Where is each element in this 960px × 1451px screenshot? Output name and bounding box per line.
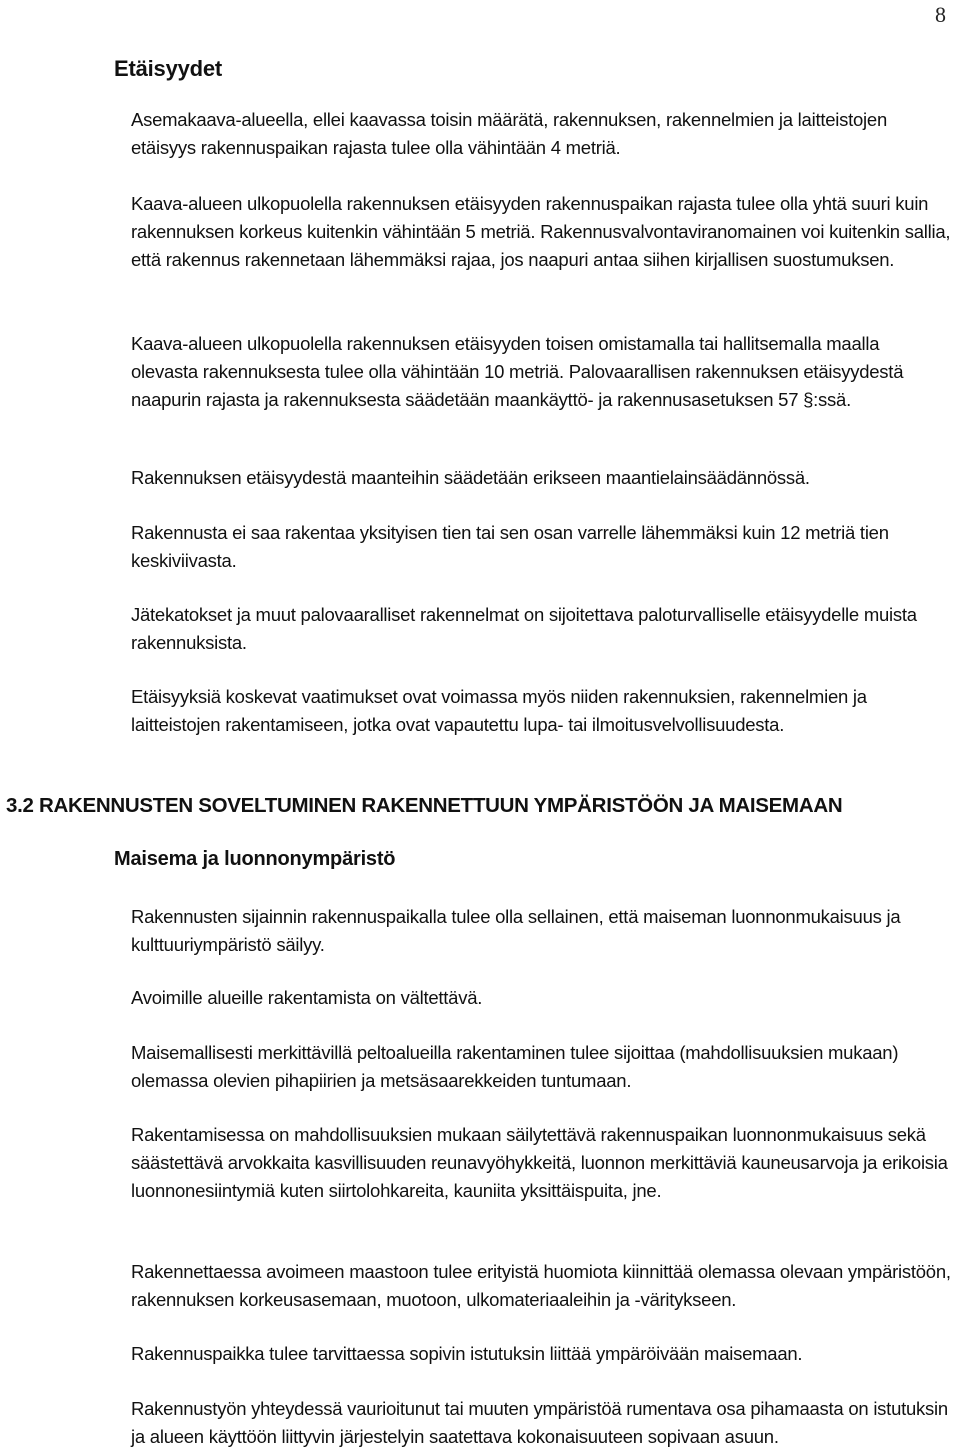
paragraph: Rakennuksen etäisyydestä maanteihin säädetään erikseen maantielainsäädännössä. — [131, 467, 810, 488]
section-heading-maisema: Maisema ja luonnonympäristö — [114, 848, 396, 870]
paragraph: Asemakaava-alueella, ellei kaavassa toisin määrätä, rakennuksen, rakennelmien ja laitteistojen etäisyys rakennuspaikan rajasta tulee olla vähintään 4 metriä. — [131, 109, 887, 158]
paragraph: Rakennusta ei saa rakentaa yksityisen tien tai sen osan varrelle lähemmäksi kuin 12 metriä tien keskiviivasta. — [131, 522, 889, 571]
section-heading-etaisyydet: Etäisyydet — [114, 56, 223, 81]
paragraph: Etäisyyksiä koskevat vaatimukset ovat voimassa myös niiden rakennuksien, rakennelmien ja laitteistojen rakentamiseen, jotka ovat vapautettu lupa- tai ilmoitusvelvollisuudesta. — [131, 686, 867, 735]
paragraph: Avoimille alueille rakentamista on vältettävä. — [131, 987, 483, 1008]
paragraph: Rakennustyön yhteydessä vaurioitunut tai muuten ympäristöä rumentava osa pihamaasta on istutuksin ja alueen käyttöön liittyvin järjestelyin saatettava kokonaisuuteen sopivaan asuun. — [131, 1398, 948, 1447]
paragraph: Rakennettaessa avoimeen maastoon tulee erityistä huomiota kiinnittää olemassa olevaan ympäristöön, rakennuksen korkeusasemaan, muotoon, ulkomateriaaleihin ja -väritykseen. — [131, 1261, 951, 1310]
paragraph: Rakennuspaikka tulee tarvittaessa sopivin istutuksin liittää ympäröivään maisemaan. — [131, 1343, 803, 1364]
paragraph: Maisemallisesti merkittävillä peltoalueilla rakentaminen tulee sijoittaa (mahdollisuuksien mukaan) olemassa olevien pihapiirien ja metsäsaarekkeiden tuntumaan. — [131, 1042, 899, 1091]
paragraph: Rakennusten sijainnin rakennuspaikalla tulee olla sellainen, että maiseman luonnonmukaisuus ja kulttuuriympäristö säilyy. — [131, 906, 901, 955]
page-number: 8 — [935, 2, 946, 27]
paragraph: Kaava-alueen ulkopuolella rakennuksen etäisyyden rakennuspaikan rajasta tulee olla yhtä suuri kuin rakennuksen korkeus kuitenkin vähintään 5 metriä. Rakennusvalvontaviranomainen voi kuitenkin sallia, että rakennus rakennetaan lähemmäksi rajaa, jos naapuri antaa siihen kirjallisen suostumuksen. — [131, 193, 951, 270]
paragraph: Kaava-alueen ulkopuolella rakennuksen etäisyyden toisen omistamalla tai hallitsemalla maalla olevasta rakennuksesta tulee olla vähintään 10 metriä. Palovaarallisen rakennuksen etäisyydestä naapurin rajasta ja rakennuksesta säädetään maankäyttö- ja rakennusasetuksen 57 §:ssä. — [131, 333, 904, 410]
paragraph: Jätekatokset ja muut palovaaralliset rakennelmat on sijoitettava paloturvalliselle etäisyydelle muista rakennuksista. — [131, 604, 917, 653]
chapter-heading: 3.2 RAKENNUSTEN SOVELTUMINEN RAKENNETTUUN YMPÄRISTÖÖN JA MAISEMAAN — [6, 794, 843, 817]
paragraph: Rakentamisessa on mahdollisuuksien mukaan säilytettävä rakennuspaikan luonnonmukaisuus sekä säästettävä arvokkaita kasvillisuuden reunavyöhykkeitä, luonnon merkittäviä kauneusarvoja ja erikoisia luonnonesiintymiä kuten siirtolohkareita, kauniita yksittäispuita, jne. — [131, 1124, 948, 1201]
